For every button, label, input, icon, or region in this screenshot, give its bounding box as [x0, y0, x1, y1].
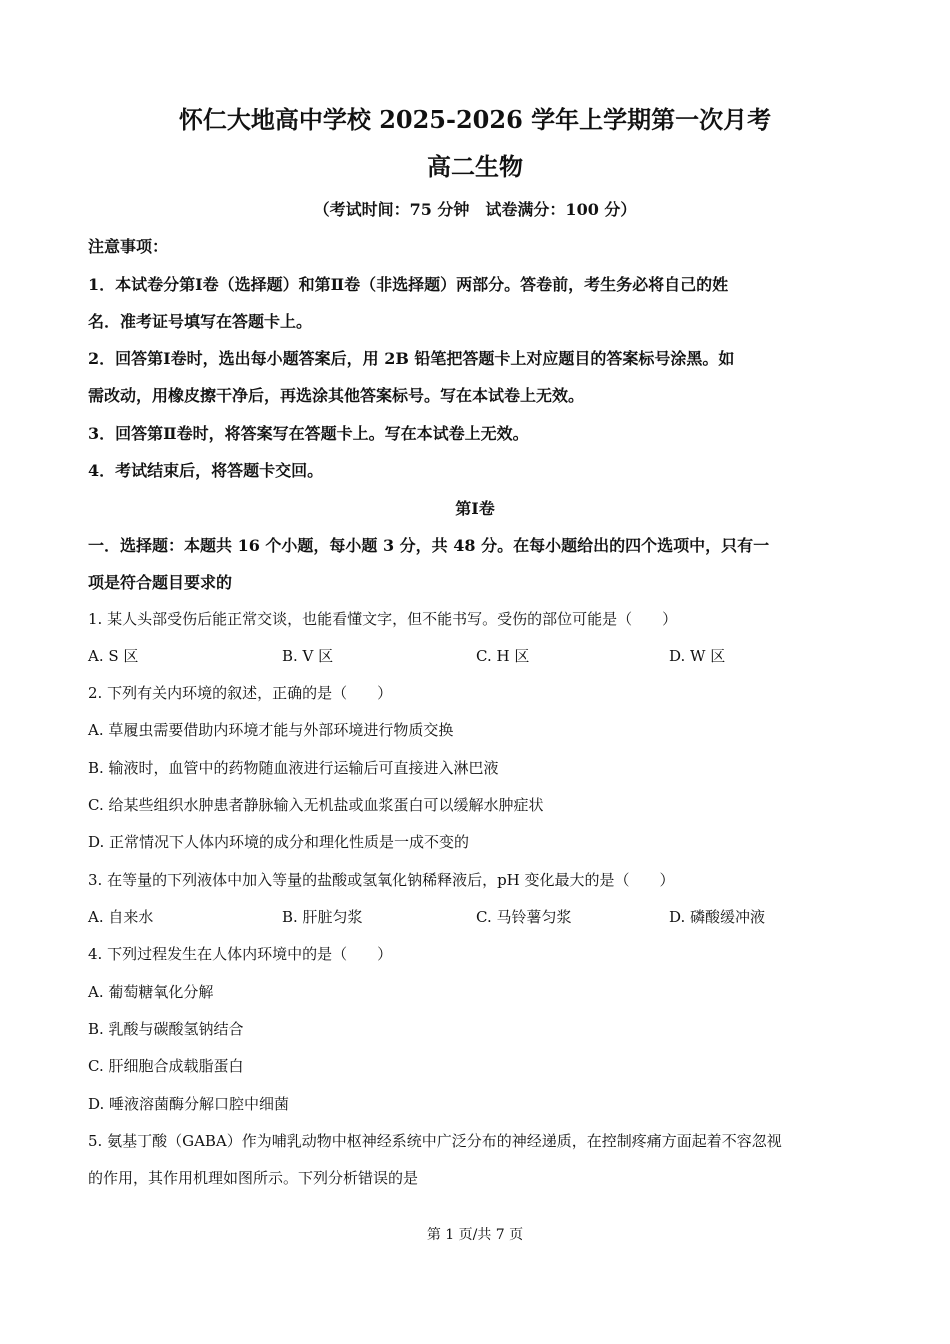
q2-option-a: A. 草履虫需要借助内环境才能与外部环境进行物质交换	[88, 721, 454, 739]
q2-option-c: C. 给某些组织水肿患者静脉输入无机盐或血浆蛋白可以缓解水肿症状	[88, 796, 544, 814]
q3-option-b: B. 肝脏匀浆	[282, 908, 363, 926]
note-2b: 需改动，用橡皮擦干净后，再选涂其他答案标号。写在本试卷上无效。	[88, 386, 585, 405]
subject-title: 高二生物	[427, 152, 523, 181]
section-instruction-2: 项是符合题目要求的	[88, 573, 233, 592]
section-instruction-1: 一．选择题：本题共 16 个小题，每小题 3 分，共 48 分。在每小题给出的四个选项中，只有一	[88, 536, 770, 555]
notes-heading: 注意事项：	[88, 237, 169, 256]
q3-stem: 3. 在等量的下列液体中加入等量的盐酸或氢氧化钠稀释液后，pH 变化最大的是（ ）	[88, 871, 675, 889]
page-footer: 第 1 页/共 7 页	[426, 1227, 524, 1243]
section-title: 第Ⅰ卷	[455, 499, 495, 518]
exam-title: 怀仁大地高中学校 2025-2026 学年上学期第一次月考	[178, 105, 772, 134]
q4-option-b: B. 乳酸与碳酸氢钠结合	[88, 1020, 244, 1038]
q1-option-b: B. V 区	[282, 647, 334, 665]
q3-option-d: D. 磷酸缓冲液	[669, 908, 766, 926]
q4-option-c: C. 肝细胞合成载脂蛋白	[88, 1057, 244, 1075]
note-2a: 2．回答第Ⅰ卷时，选出每小题答案后，用 2B 铅笔把答题卡上对应题目的答案标号涂黑。如	[88, 349, 735, 368]
note-4: 4．考试结束后，将答题卡交回。	[88, 461, 324, 480]
q5-stem-line-2: 的作用，其作用机理如图所示。下列分析错误的是	[88, 1169, 419, 1187]
q5-stem-line-1: 5. 氨基丁酸（GABA）作为哺乳动物中枢神经系统中广泛分布的神经递质，在控制疼痛方面起着不容忽视	[88, 1132, 782, 1150]
q4-stem: 4. 下列过程发生在人体内环境中的是（ ）	[88, 945, 393, 963]
q2-option-b: B. 输液时，血管中的药物随血液进行运输后可直接进入淋巴液	[88, 759, 499, 777]
q3-option-a: A. 自来水	[88, 908, 154, 926]
q1-option-a: A. S 区	[88, 647, 139, 665]
q1-stem: 1. 某人头部受伤后能正常交谈，也能看懂文字，但不能书写。受伤的部位可能是（ ）	[88, 610, 678, 628]
q4-option-d: D. 唾液溶菌酶分解口腔中细菌	[88, 1095, 290, 1113]
q3-option-c: C. 马铃薯匀浆	[476, 908, 572, 926]
q1-option-c: C. H 区	[476, 647, 530, 665]
q2-option-d: D. 正常情况下人体内环境的成分和理化性质是一成不变的	[88, 833, 470, 851]
exam-info: （考试时间：75 分钟 试卷满分：100 分）	[313, 200, 637, 219]
q2-stem: 2. 下列有关内环境的叙述，正确的是（ ）	[88, 684, 393, 702]
q1-option-d: D. W 区	[669, 647, 726, 665]
q4-option-a: A. 葡萄糖氧化分解	[88, 983, 214, 1001]
note-1b: 名．准考证号填写在答题卡上。	[88, 312, 313, 331]
note-1a: 1．本试卷分第Ⅰ卷（选择题）和第Ⅱ卷（非选择题）两部分。答卷前，考生务必将自己的姓	[88, 275, 729, 294]
note-3: 3．回答第Ⅱ卷时，将答案写在答题卡上。写在本试卷上无效。	[88, 424, 529, 443]
